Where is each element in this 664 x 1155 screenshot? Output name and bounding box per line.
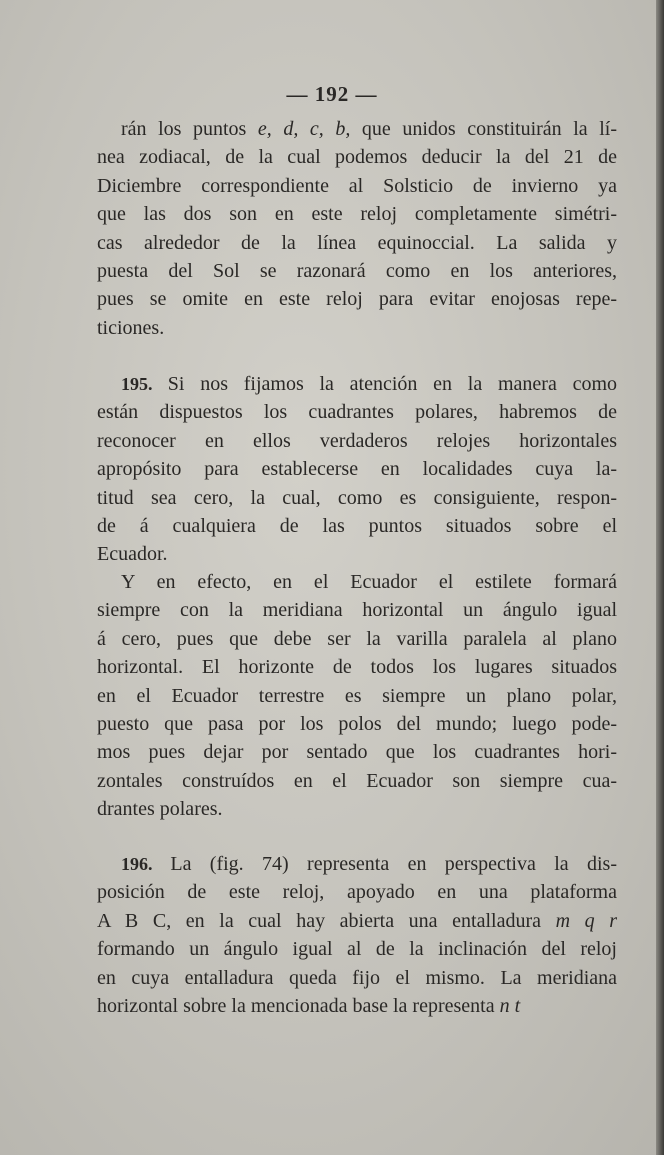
paragraph-number: 196.	[121, 854, 171, 874]
text-line	[97, 682, 617, 710]
text-segment: en cuya entalladura queda fijo el mismo. La meridiana	[97, 966, 617, 989]
italic-variable: m q r	[555, 909, 617, 932]
text-line	[97, 964, 617, 992]
text-segment: nea zodiacal, de la cual podemos deducir la del 21 de	[97, 146, 617, 169]
text-segment: formando un ángulo igual al de la inclinación del reloj	[97, 938, 617, 961]
text-line	[97, 484, 617, 512]
text-segment: que unidos constituirán la lí-	[350, 118, 617, 140]
text-line	[97, 625, 617, 653]
text-segment: Ecuador.	[97, 543, 168, 566]
text-line	[97, 427, 617, 455]
text-segment: á cero, pues que debe ser la varilla paralela al plano	[97, 627, 617, 650]
text-segment: de á cualquiera de las puntos situados sobre el	[97, 514, 617, 537]
text-line	[97, 143, 617, 171]
text-line	[97, 285, 617, 313]
text-line	[97, 229, 617, 257]
text-segment: puesto que pasa por los polos del mundo; luego pode-	[97, 712, 617, 735]
page-number: — 192 —	[286, 82, 378, 106]
text-line	[97, 935, 617, 963]
text-segment: cas alrededor de la línea equinoccial. La salida y	[97, 231, 617, 254]
text-segment: apropósito para establecerse en localidades cuya la-	[97, 458, 617, 481]
text-line	[97, 738, 617, 766]
text-segment: están dispuestos los cuadrantes polares, habremos de	[97, 401, 617, 424]
italic-variable: n t	[499, 994, 521, 1017]
text-line	[97, 850, 617, 878]
paragraph-196	[97, 850, 617, 1020]
text-line	[97, 370, 617, 398]
text-line	[97, 540, 617, 568]
text-segment: Y en efecto, en el Ecuador el estilete formará	[121, 571, 617, 593]
text-line	[97, 314, 617, 342]
text-line	[97, 907, 617, 935]
text-line	[97, 795, 617, 823]
text-segment: drantes polares.	[97, 798, 223, 821]
text-segment: Si nos fijamos la atención en la manera como	[167, 373, 618, 395]
text-segment: mos pues dejar por sentado que los cuadrantes hori-	[97, 741, 617, 764]
paragraph-195-continued	[97, 568, 617, 824]
text-line	[97, 596, 617, 624]
text-line	[97, 878, 617, 906]
text-segment: horizontal. El horizonte de todos los lugares situados	[97, 656, 617, 679]
text-segment: siempre con la meridiana horizontal un ángulo igual	[97, 599, 617, 622]
text-line	[97, 710, 617, 738]
text-line	[97, 512, 617, 540]
paragraph-number: 195.	[121, 374, 168, 394]
text-line	[97, 767, 617, 795]
text-segment: ticiones.	[97, 316, 165, 339]
text-line	[97, 257, 617, 285]
text-line	[97, 455, 617, 483]
text-segment: La (fig. 74) representa en perspectiva la dis-	[170, 853, 617, 875]
text-segment: reconocer en ellos verdaderos relojes horizontales	[97, 429, 617, 452]
text-segment: posición de este reloj, apoyado en una plataforma	[97, 881, 617, 904]
page-edge-shadow	[656, 0, 664, 1155]
paragraph-195	[97, 370, 617, 569]
text-line	[97, 172, 617, 200]
text-segment: Diciembre correspondiente al Solsticio de invierno ya	[97, 174, 617, 197]
text-line	[97, 568, 617, 596]
text-segment: A B C, en la cual hay abierta una entalladura	[97, 909, 556, 932]
text-segment: zontales construídos en el Ecuador son siempre cua-	[97, 769, 617, 792]
italic-variable: e, d, c, b,	[257, 118, 351, 140]
text-segment: rán los puntos	[121, 118, 258, 140]
paragraph-1	[97, 115, 617, 342]
text-line	[97, 992, 617, 1020]
text-segment: titud sea cero, la cual, como es consiguiente, respon-	[97, 486, 617, 509]
text-segment: horizontal sobre la mencionada base la representa	[97, 994, 500, 1017]
text-line	[97, 115, 617, 143]
text-line	[97, 398, 617, 426]
text-segment: que las dos son en este reloj completamente simétri-	[97, 203, 617, 226]
text-line	[97, 653, 617, 681]
text-segment: puesta del Sol se razonará como en los anteriores,	[97, 259, 617, 282]
text-segment: en el Ecuador terrestre es siempre un plano polar,	[97, 684, 617, 707]
text-line	[97, 200, 617, 228]
text-segment: pues se omite en este reloj para evitar enojosas repe-	[97, 288, 617, 311]
